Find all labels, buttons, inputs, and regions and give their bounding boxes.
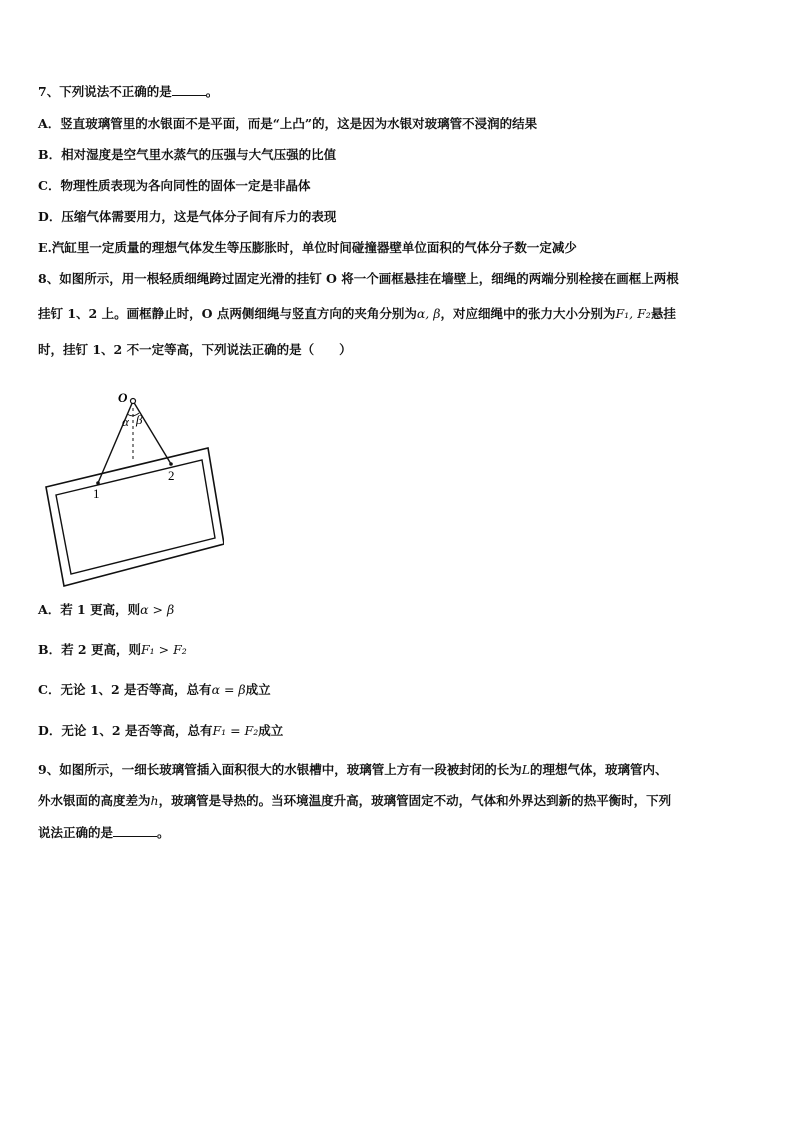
label-beta: β [136, 412, 143, 427]
q8-stem-line2 [38, 306, 676, 322]
q9-line1-text-a: 9、如图所示，一细长玻璃管插入面积很大的水银槽中，玻璃管上方有一段被封闭的长为 [38, 762, 522, 777]
q8-option-a-math: α > β [140, 602, 175, 617]
q9-answer-blank [113, 824, 157, 837]
nail-1-icon [96, 481, 100, 485]
q9-height-symbol: h [150, 793, 159, 808]
q8-line2-text-a: 挂钉 1、2 上。画框静止时，O 点两侧细绳与竖直方向的夹角分别为 [38, 306, 417, 321]
q9-line1-text-b: 的理想气体，玻璃管内、 [530, 762, 668, 777]
label-2: 2 [168, 468, 175, 483]
q8-stem-line3: 时，挂钉 1、2 不一定等高，下列说法正确的是（ ） [38, 342, 352, 357]
q8-option-a-prefix: A．若 1 更高，则 [38, 602, 141, 617]
q7-option-c: C．物理性质表现为各向同性的固体一定是非晶体 [38, 178, 311, 193]
q7-option-a: A．竖直玻璃管里的水银面不是平面，而是“上凸”的，这是因为水银对玻璃管不浸润的结果 [38, 116, 538, 131]
q9-line3-text: 说法正确的是 [38, 825, 114, 840]
q8-line2-text-b: ，对应细绳中的张力大小分别为 [440, 306, 616, 321]
q8-tension-symbols: F₁, F₂ [615, 306, 651, 321]
q9-line2-text-b: ，玻璃管是导热的。当环境温度升高，玻璃管固定不动，气体和外界达到新的热平衡时，下列 [158, 793, 672, 808]
label-alpha: α [122, 414, 129, 429]
q9-stem-line3 [38, 824, 170, 841]
q8-option-d-math: F₁ = F₂ [212, 723, 259, 738]
frame-inner [56, 460, 215, 574]
q8-option-c-suffix: 成立 [245, 682, 271, 697]
q7-stem-text: 7、下列说法不正确的是 [38, 84, 172, 99]
q7-option-d: D．压缩气体需要用力，这是气体分子间有斥力的表现 [38, 209, 337, 224]
q8-option-c [38, 682, 271, 698]
q8-stem-line1: 8、如图所示，用一根轻质细绳跨过固定光滑的挂钉 O 将一个画框悬挂在墙壁上，细绳的两端分别栓接在画框上两根 [38, 271, 679, 286]
string-right [133, 401, 171, 464]
q8-option-c-prefix: C．无论 1、2 是否等高，总有 [38, 682, 212, 697]
q9-line3-end: 。 [157, 825, 170, 840]
label-o: O [118, 390, 128, 405]
q8-option-d [38, 723, 283, 739]
q7-answer-blank [172, 83, 206, 96]
q8-option-b [38, 642, 187, 658]
q8-option-a [38, 602, 174, 618]
frame-outer [46, 448, 224, 586]
nail-o-icon [131, 399, 136, 404]
q8-option-d-suffix: 成立 [258, 723, 284, 738]
q7-option-b: B．相对湿度是空气里水蒸气的压强与大气压强的比值 [38, 147, 337, 162]
q8-angle-symbols: α, β [416, 306, 441, 321]
q8-option-b-math: F₁ > F₂ [140, 642, 187, 657]
q8-option-b-prefix: B．若 2 更高，则 [38, 642, 141, 657]
q8-line2-text-c: 悬挂 [650, 306, 676, 321]
q9-length-symbol: L [521, 762, 531, 777]
label-1: 1 [93, 486, 100, 501]
q7-stem [38, 83, 218, 100]
q9-stem-line2 [38, 793, 671, 809]
q8-option-c-math: α = β [211, 682, 246, 697]
q9-stem-line1 [38, 762, 668, 778]
q9-line2-text-a: 外水银面的高度差为 [38, 793, 151, 808]
q8-option-d-prefix: D．无论 1、2 是否等高，总有 [38, 723, 213, 738]
q7-stem-end: 。 [205, 84, 219, 99]
nail-2-icon [169, 462, 173, 466]
q7-option-e: E.汽缸里一定质量的理想气体发生等压膨胀时，单位时间碰撞器壁单位面积的气体分子数一定减少 [38, 240, 577, 255]
picture-frame-figure [44, 388, 224, 588]
